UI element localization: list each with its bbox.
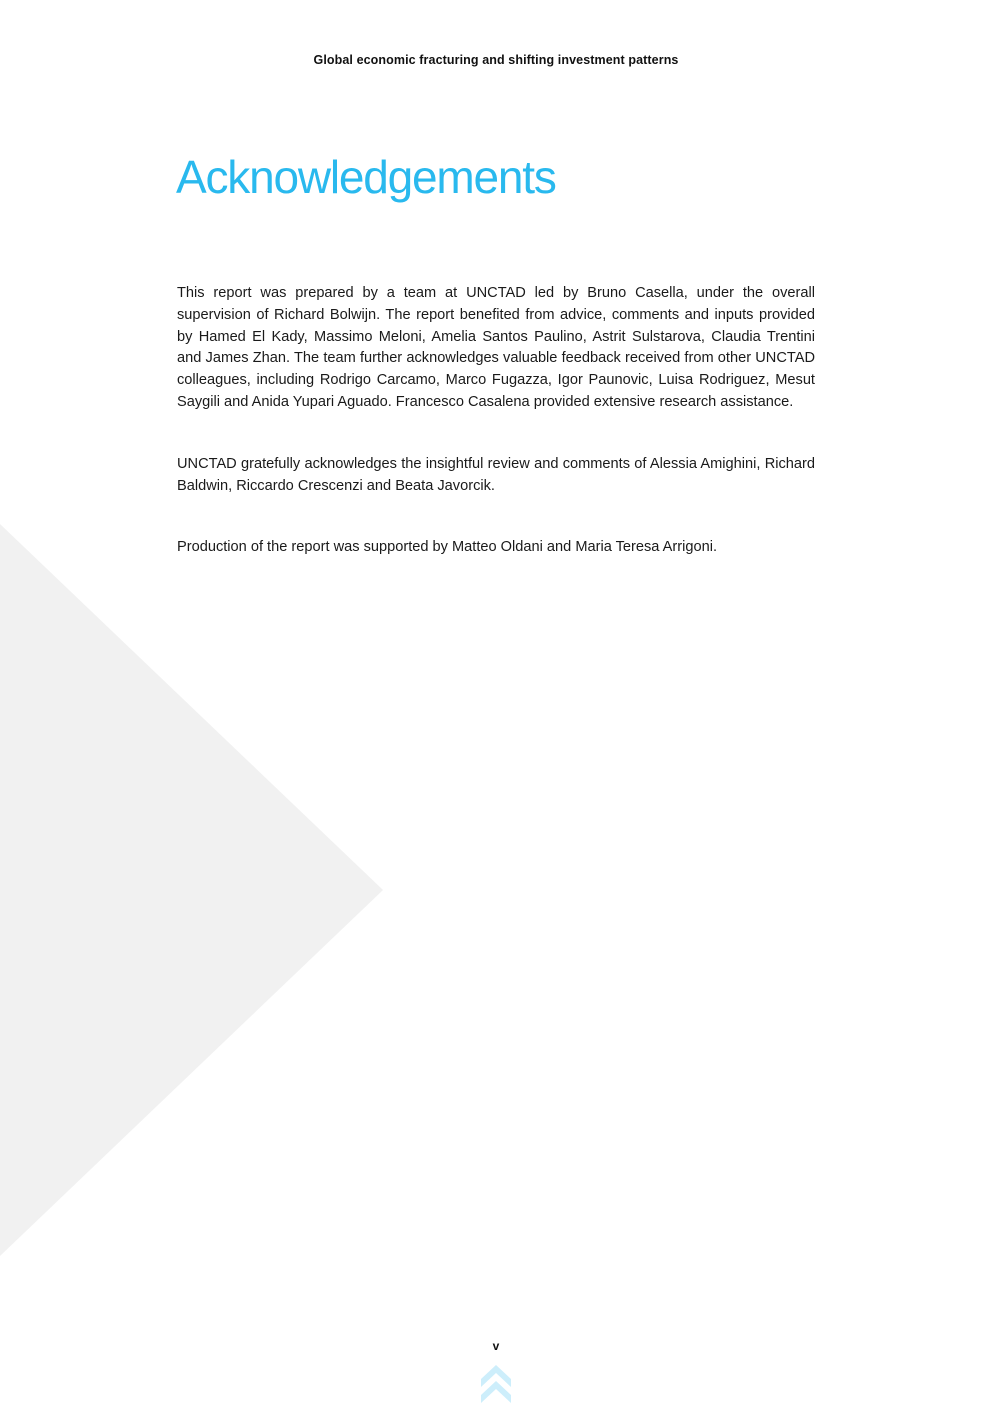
- double-chevron-up-icon: [480, 1365, 512, 1403]
- paragraph-team: This report was prepared by a team at UNCTAD led by Bruno Casella, under the overall supervision of Richard Bolwijn. The report benefited from advice, comments and inputs provided by Hamed El Kady, Massimo Meloni, Amelia Santos Paulino, Astrit Sulstarova, Claudia Trentini and James Zhan. The team further acknowledges valuable feedback received from other UNCTAD colleagues, including Rodrigo Carcamo, Marco Fugazza, Igor Paunovic, Luisa Rodriguez, Mesut Saygili and Anida Yupari Aguado. Francesco Casalena provided extensive research assistance.: [177, 285, 815, 410]
- paragraph-reviewers: UNCTAD gratefully acknowledges the insightful review and comments of Alessia Amighini, Richard Baldwin, Riccardo Crescenzi and Beata Javorcik.: [177, 455, 815, 494]
- paragraph-production: Production of the report was supported by Matteo Oldani and Maria Teresa Arrigoni.: [177, 539, 717, 556]
- body-text: [177, 283, 815, 559]
- page-number: v: [492, 1339, 500, 1353]
- page-title: Acknowledgements: [176, 151, 556, 203]
- running-header: Global economic fracturing and shifting investment patterns: [313, 53, 679, 67]
